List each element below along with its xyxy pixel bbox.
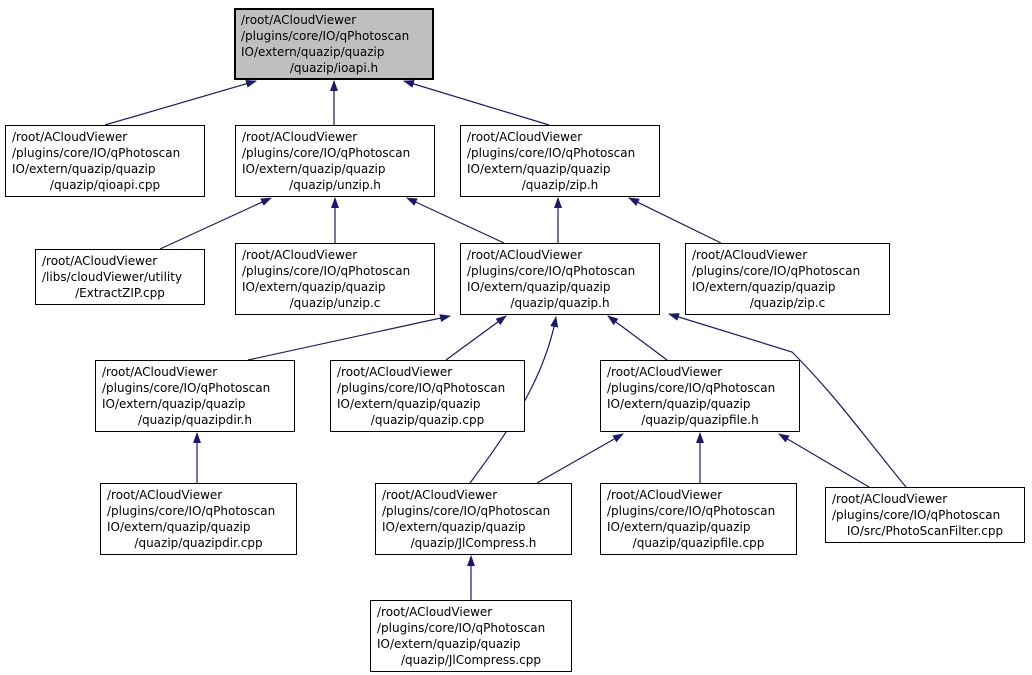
node-label-line: /quazip/quazipdir.h [138,413,252,427]
graph-node-jlcompress-cpp[interactable] [370,600,572,672]
node-label-line: /plugins/core/IO/qPhotoscan [377,621,546,635]
node-label-line: /root/ACloudViewer [107,488,223,502]
node-label-line: /libs/cloudViewer/utility [42,270,183,284]
node-label-line: /plugins/core/IO/qPhotoscan [12,146,181,160]
node-label-line: /root/ACloudViewer [12,130,128,144]
dependency-edge-quazip-h-to-unzip-h [407,198,504,243]
node-label-line: IO/extern/quazip/quazip [337,397,481,411]
node-label-line: /quazip/quazip.h [510,296,610,310]
graph-node-quazip-h[interactable] [460,243,660,315]
node-label-line: /quazip/quazipfile.cpp [632,536,765,550]
graph-node-zip-h[interactable] [460,125,660,197]
graph-node-qioapi-cpp[interactable] [5,125,205,197]
node-label-line: /plugins/core/IO/qPhotoscan [107,504,276,518]
node-label-line: /plugins/core/IO/qPhotoscan [607,504,776,518]
dependency-edge-jlcompress-h-to-quazipfile-h [537,434,623,483]
node-label-line: /quazip/qioapi.cpp [49,178,161,192]
node-label-line: /root/ACloudViewer [241,13,357,27]
node-label-line: IO/extern/quazip/quazip [242,162,386,176]
dependency-edge-quazipfile-h-to-quazip-h [608,316,667,360]
node-label-line: /plugins/core/IO/qPhotoscan [467,146,636,160]
graph-node-quazip-cpp[interactable] [330,360,525,432]
node-label-line: IO/extern/quazip/quazip [107,520,251,534]
node-label-line: /plugins/core/IO/qPhotoscan [692,264,861,278]
node-label-line: /root/ACloudViewer [102,365,218,379]
graph-node-quazipfile-h[interactable] [600,360,800,432]
graph-node-quazipdir-h[interactable] [95,360,295,432]
node-label-line: /quazip/zip.c [749,296,826,310]
node-label-line: /root/ACloudViewer [42,254,158,268]
node-label-line: /quazip/zip.h [521,178,599,192]
node-label-line: /root/ACloudViewer [607,488,723,502]
node-label-line: /root/ACloudViewer [832,492,948,506]
graph-node-zip-c[interactable] [685,243,890,315]
node-label-line: /quazip/unzip.c [289,296,381,310]
node-label-line: IO/extern/quazip/quazip [467,280,611,294]
dependency-edge-qioapi-cpp-to-ioapi-h [105,81,256,125]
node-label-line: /plugins/core/IO/qPhotoscan [242,264,411,278]
node-label-line: /quazip/quazip.cpp [370,413,485,427]
node-label-line: IO/extern/quazip/quazip [377,637,521,651]
node-label-line: IO/extern/quazip/quazip [242,280,386,294]
node-label-line: IO/extern/quazip/quazip [241,45,385,59]
node-label-line: /plugins/core/IO/qPhotoscan [467,264,636,278]
node-label-line: /plugins/core/IO/qPhotoscan [102,381,271,395]
graph-node-ioapi-h[interactable] [234,8,434,80]
graph-node-jlcompress-h[interactable] [375,483,572,555]
graph-node-quazipdir-cpp[interactable] [100,483,297,555]
graph-node-unzip-c[interactable] [235,243,435,315]
dependency-edge-zip-h-to-ioapi-h [404,81,549,125]
graph-node-photoscanfilter-cpp[interactable] [825,487,1025,543]
dependency-edge-photoscanfilter-cpp-to-quazipfile-h [779,434,869,487]
node-label-line: /quazip/JlCompress.h [410,536,537,550]
dependency-edge-quazip-cpp-to-quazip-h [446,316,506,360]
node-label-line: /plugins/core/IO/qPhotoscan [337,381,506,395]
dependency-edge-zip-c-to-zip-h [629,198,721,243]
node-label-line: /quazip/quazipdir.cpp [134,536,263,550]
node-label-line: /root/ACloudViewer [337,365,453,379]
node-label-line: IO/extern/quazip/quazip [607,520,751,534]
node-label-line: IO/extern/quazip/quazip [102,397,246,411]
node-label-line: /quazip/JlCompress.cpp [400,653,541,667]
node-label-line: /root/ACloudViewer [242,248,358,262]
node-label-line: IO/extern/quazip/quazip [467,162,611,176]
node-label-line: /quazip/quazipfile.h [641,413,759,427]
node-label-line: /quazip/unzip.h [289,178,381,192]
node-label-line: /plugins/core/IO/qPhotoscan [832,508,1001,522]
node-label-line: /plugins/core/IO/qPhotoscan [242,146,411,160]
graph-node-unzip-h[interactable] [235,125,435,197]
node-label-line: IO/extern/quazip/quazip [12,162,156,176]
node-label-line: /root/ACloudViewer [242,130,358,144]
node-label-line: IO/extern/quazip/quazip [692,280,836,294]
node-label-line: /quazip/ioapi.h [289,61,379,75]
node-label-line: /root/ACloudViewer [382,488,498,502]
node-label-line: /root/ACloudViewer [607,365,723,379]
node-label-line: /root/ACloudViewer [692,248,808,262]
node-label-line: /ExtractZIP.cpp [75,286,165,300]
node-label-line: /root/ACloudViewer [467,130,583,144]
graph-node-extractzip-cpp[interactable] [35,249,205,305]
node-label-line: /plugins/core/IO/qPhotoscan [241,29,410,43]
dependency-edge-quazipdir-h-to-quazip-h [248,316,450,360]
node-label-line: IO/extern/quazip/quazip [382,520,526,534]
node-label-line: IO/extern/quazip/quazip [607,397,751,411]
graph-node-quazipfile-cpp[interactable] [600,483,797,555]
node-label-line: /plugins/core/IO/qPhotoscan [607,381,776,395]
node-label-line: /root/ACloudViewer [377,605,493,619]
dependency-edge-extractzip-cpp-to-unzip-h [160,198,271,249]
node-label-line: /plugins/core/IO/qPhotoscan [382,504,551,518]
node-label-line: IO/src/PhotoScanFilter.cpp [846,524,1004,538]
node-label-line: /root/ACloudViewer [467,248,583,262]
